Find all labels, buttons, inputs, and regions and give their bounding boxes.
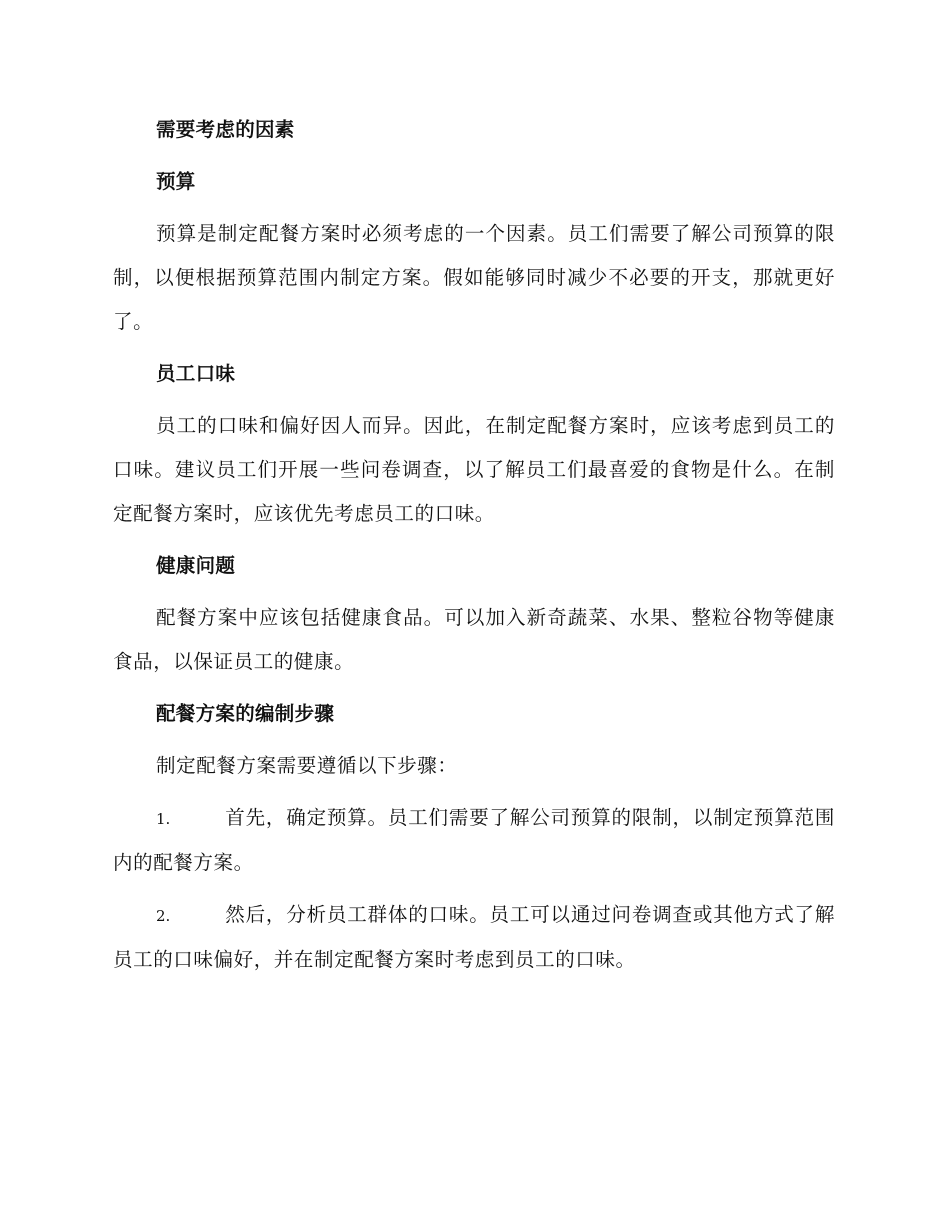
steps-intro: 制定配餐方案需要遵循以下步骤： [156,754,458,777]
budget-heading: 预算 [156,170,196,193]
step-item-2 [113,893,835,982]
step-number-1: 1. [156,810,171,828]
health-paragraph: 配餐方案中应该包括健康食品。可以加入新奇蔬菜、水果、整粒谷物等健康食品，以保证员工的健康。 [113,606,835,673]
step-text-1: 首先，确定预算。员工们需要了解公司预算的限制，以制定预算范围内的配餐方案。 [113,806,835,874]
taste-heading: 员工口味 [156,362,236,385]
steps-heading: 配餐方案的编制步骤 [156,702,335,725]
health-heading: 健康问题 [156,554,236,577]
budget-paragraph: 预算是制定配餐方案时必须考虑的一个因素。员工们需要了解公司预算的限制，以便根据预算范围内制定方案。假如能够同时减少不必要的开支，那就更好了。 [113,222,835,333]
taste-paragraph: 员工的口味和偏好因人而异。因此，在制定配餐方案时，应该考虑到员工的口味。建议员工们开展一些问卷调查，以了解员工们最喜爱的食物是什么。在制定配餐方案时，应该优先考虑员工的口味。 [113,414,835,525]
document-page [113,108,835,990]
step-text-2: 然后，分析员工群体的口味。员工可以通过问卷调查或其他方式了解员工的口味偏好，并在制定配餐方案时考虑到员工的口味。 [113,903,835,971]
section-title: 需要考虑的因素 [156,118,295,141]
step-item-1 [113,796,835,885]
step-number-2: 2. [156,907,171,925]
